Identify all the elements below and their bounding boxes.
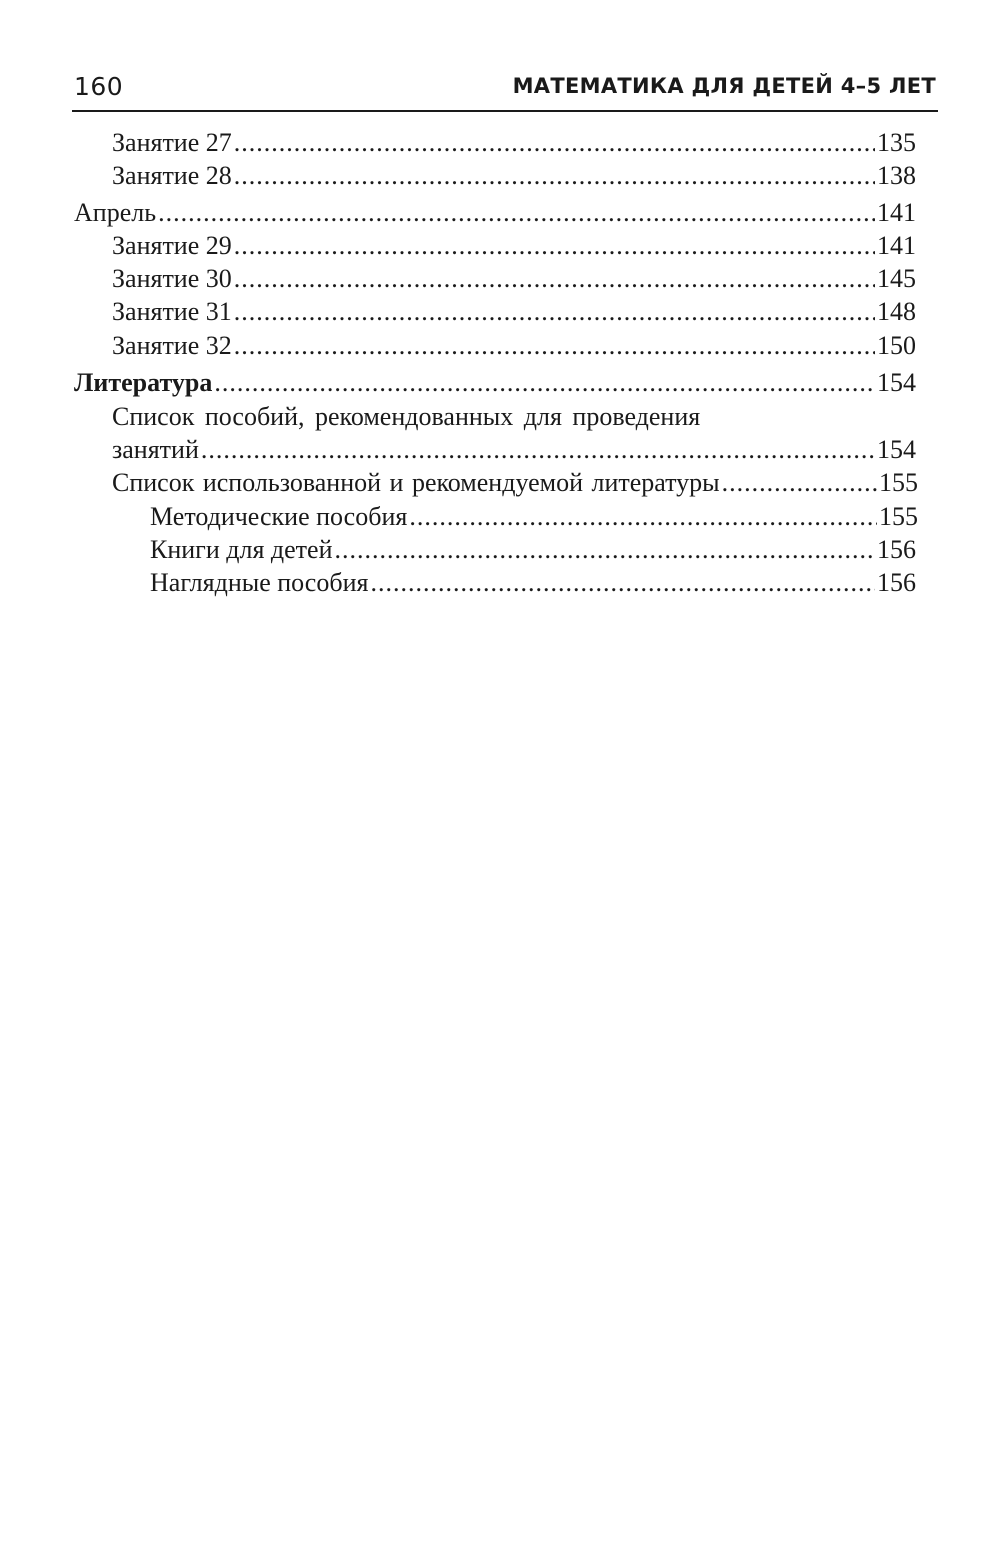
page-number: 160 <box>74 72 124 101</box>
toc-entry-label: Занятие 28 <box>112 161 232 190</box>
toc-entry-recommended-aids[interactable] <box>112 433 916 467</box>
toc-entry-page: 141 <box>877 198 916 227</box>
toc-entry-lesson-29[interactable] <box>112 229 916 263</box>
toc-entry-label: занятий <box>112 435 199 464</box>
toc-entry-page: 154 <box>877 435 916 464</box>
dot-leader <box>234 295 875 329</box>
dot-leader <box>158 196 875 230</box>
dot-leader <box>335 533 876 567</box>
dot-leader <box>722 466 877 500</box>
toc-entry-label: Литература <box>74 368 213 397</box>
toc-entry-label: Занятие 29 <box>112 231 232 260</box>
dot-leader <box>234 126 875 160</box>
toc-entry-page: 154 <box>877 368 916 397</box>
toc-entry-lesson-28[interactable] <box>112 159 916 193</box>
toc-entry-label: Занятие 31 <box>112 297 232 326</box>
dot-leader <box>370 566 875 600</box>
toc-entry-page: 138 <box>877 161 916 190</box>
toc-entry-literature[interactable] <box>74 366 916 400</box>
toc-entry-page: 148 <box>877 297 916 326</box>
toc-entry-visual-aids[interactable] <box>150 566 916 600</box>
toc-entry-page: 155 <box>879 502 918 531</box>
toc-entry-label: Занятие 30 <box>112 264 232 293</box>
toc-entry-page: 150 <box>877 331 916 360</box>
dot-leader <box>234 262 875 296</box>
dot-leader <box>214 366 875 400</box>
toc-entry-methodical-aids[interactable] <box>150 500 918 534</box>
dot-leader <box>234 229 875 263</box>
toc-entry-label: Наглядные пособия <box>150 568 369 597</box>
dot-leader <box>234 329 875 363</box>
toc-entry-lesson-32[interactable] <box>112 329 916 363</box>
toc-entry-april[interactable] <box>74 196 916 230</box>
toc-entry-bibliography[interactable] <box>112 466 918 500</box>
toc-entry-childrens-books[interactable] <box>150 533 916 567</box>
toc-entry-lesson-31[interactable] <box>112 295 916 329</box>
toc-entry-page: 155 <box>879 468 918 497</box>
toc-entry-lesson-30[interactable] <box>112 262 916 296</box>
toc-entry-lesson-27[interactable] <box>112 126 916 160</box>
toc-entry-page: 135 <box>877 128 916 157</box>
toc-entry-label: Занятие 27 <box>112 128 232 157</box>
dot-leader <box>234 159 875 193</box>
toc-entry-recommended-aids-line1[interactable]: Список пособий, рекомендованных для проведения <box>112 402 701 431</box>
toc-entry-label: Книги для детей <box>150 535 333 564</box>
dot-leader <box>201 433 875 467</box>
toc-entry-page: 145 <box>877 264 916 293</box>
toc-entry-page: 156 <box>877 568 916 597</box>
toc-entry-label: Апрель <box>74 198 157 227</box>
toc-entry-label: Методические пособия <box>150 502 408 531</box>
dot-leader <box>409 500 877 534</box>
running-title: МАТЕМАТИКА ДЛЯ ДЕТЕЙ 4–5 ЛЕТ <box>512 74 936 98</box>
toc-entry-label: Список использованной и рекомендуемой литературы <box>112 468 720 497</box>
page-header <box>72 66 938 112</box>
toc-entry-label: Занятие 32 <box>112 331 232 360</box>
toc-entry-page: 141 <box>877 231 916 260</box>
toc-entry-page: 156 <box>877 535 916 564</box>
